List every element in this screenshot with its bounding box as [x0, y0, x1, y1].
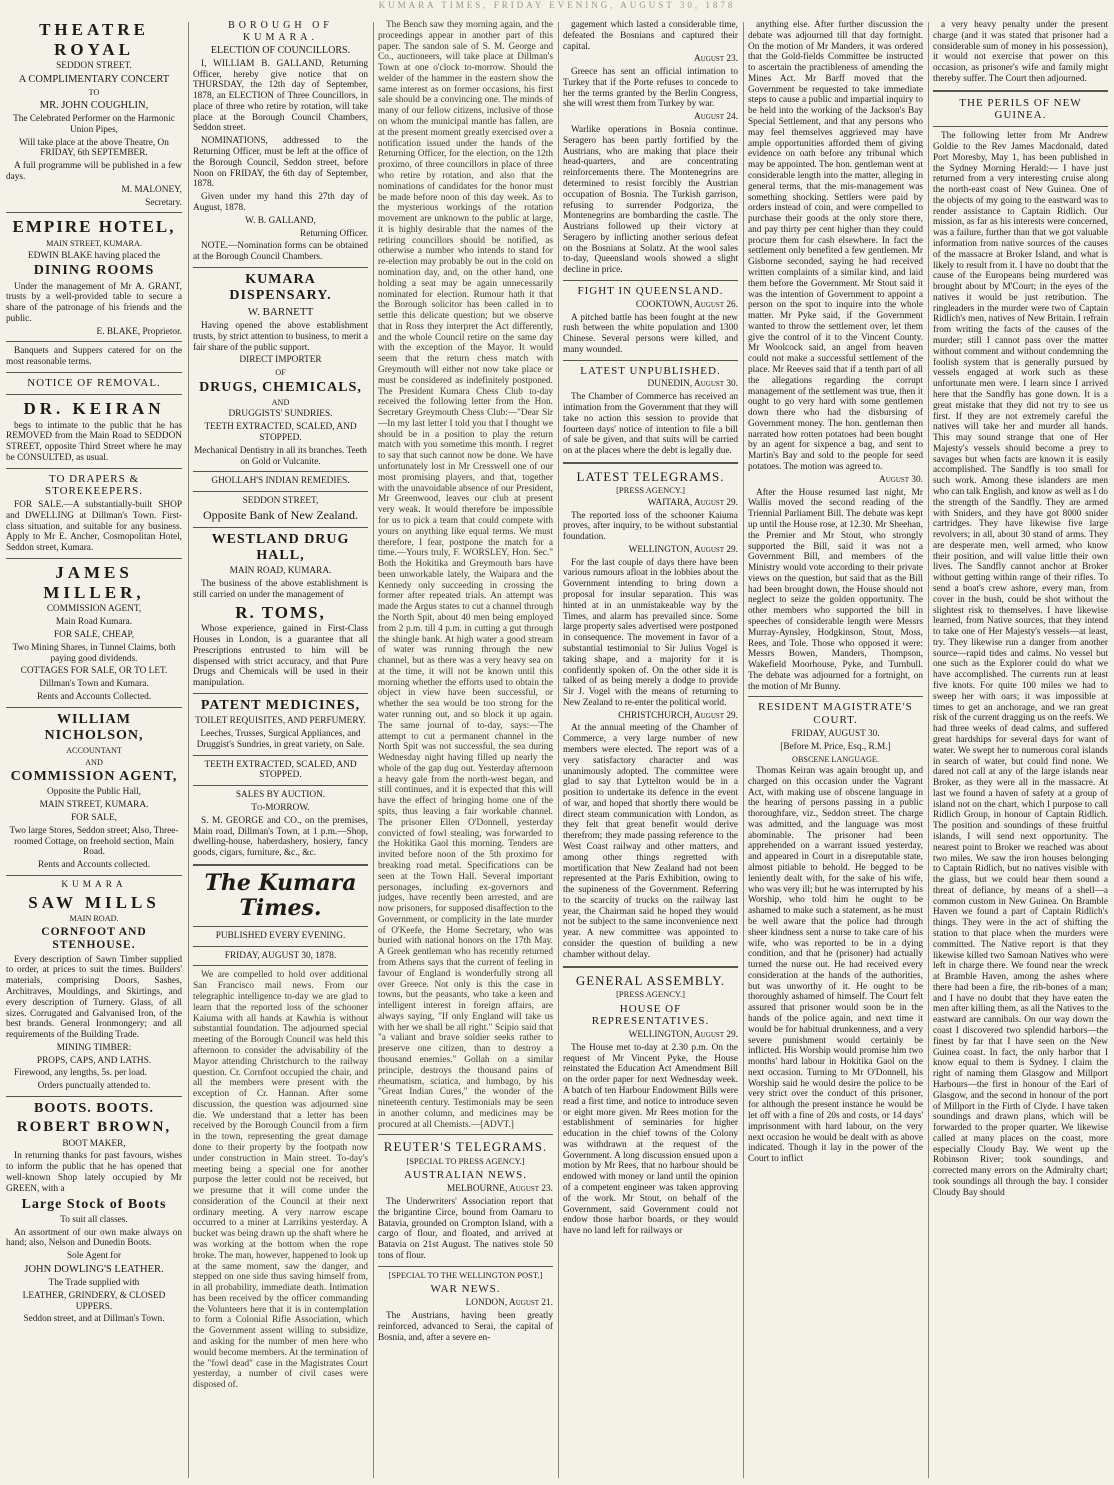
wellington-dateline: WELLINGTON, August 29. [628, 544, 738, 555]
press-agency-label: [PRESS AGENCY.] [616, 484, 685, 495]
toilet-requisites: TOILET REQUISITES, AND PERFUMERY. [195, 716, 366, 727]
druggists-sundries: DRUGGISTS' SUNDRIES. [228, 409, 333, 420]
divider [933, 126, 1108, 127]
nominations: NOMINATIONS, addressed to the Returning Officer, must be left at the office of the Borough Council, Seddon street, before Noon on FRIDAY, the 6th day of September, 1878. [193, 136, 368, 190]
saw-props: PROPS, CAPS, AND LATHS. [36, 1055, 152, 1066]
editorial-body: We are compelled to hold over additional San Francisco mail news. From our telegraphic intelligence to-day we are glad to learn that the reported loss of the schooner Kaiuma with all hands at Kawhia is without substantial foundation. The adjourned special meeting of the Borough Council was held this afternoon to consider the advisability of the Mayor attending Christchurch to the railway question. Cr. Cornfoot occupied the chair, and all the members were present with the exception of Cr. Hannan. After some discussion, the question was adjourned sine die. We understand that a letter has been received by the Borough Council from a firm in the town, representing the great damage done to their property by the footpath now under construction in Main street. To-day's meeting being a special one for another purpose the letter could not be received, but we presume that it will come under the consideration of the Council at their next ordinary meeting. A very narrow escape occurred to a miner at Larrikins yesterday. A bucket was being drawn up the shaft where he was working at the bottom when the rope broke. The man, however, happened to look up at the same moment, saw the danger, and stepped on one side thus saving himself from, in all probability, immediate death. Intimation has been received by the officer commanding the Volunteers here that it is in contemplation to form a Colonial Rifle Association, which the Government assent willing to subsidize, and asking for the number of men here who would become members. At the termination of the "fowl dead" case in the Magistrates Court yesterday, a number of civil cases were disposed of. [193, 970, 368, 1391]
divider [378, 1266, 553, 1267]
patent-medicines: PATENT MEDICINES, [200, 698, 361, 714]
election-title: ELECTION OF COUNCILLORS. [210, 45, 351, 57]
divider [193, 693, 368, 694]
auction-title: SALES BY AUCTION. [235, 790, 326, 801]
empire-address: MAIN STREET, KUMARA. [46, 239, 142, 249]
westland-address: MAIN ROAD, KUMARA. [229, 566, 332, 577]
divider [563, 462, 738, 464]
divider [193, 755, 368, 756]
seddon-street: SEDDON STREET, [242, 496, 319, 507]
nomination-note: NOTE.—Nomination forms can be obtained at the Borough Council Chambers. [193, 241, 368, 263]
divider [193, 926, 368, 927]
london-dateline: LONDON, August 21. [465, 1298, 553, 1309]
dining-rooms: DINING ROOMS [33, 263, 155, 279]
concert-when: Will take place at the above Theatre, On FRIDAY, 6th SEPTEMBER. [19, 137, 169, 159]
divider [933, 90, 1108, 92]
brown-agent: Sole Agent for [66, 1251, 122, 1262]
dispensary-name: W. BARNETT [247, 306, 314, 319]
brown-body: In returning thanks for past favours, wishes to inform the public that he has opened that well-known Shop lately occupied by Mr GREEN, with a [6, 1151, 182, 1194]
waitara-dateline: WAITARA, August 29. [647, 497, 738, 508]
divider [6, 394, 182, 395]
australian-news-title: AUSTRALIAN NEWS. [404, 1169, 527, 1182]
nicholson-rents: Rents and Accounts collected. [37, 860, 151, 871]
rm-before: [Before M. Price, Esq., R.M.] [780, 741, 891, 752]
saw-firm: CORNFOOT AND STENHOUSE. [41, 925, 147, 952]
column-5 [748, 20, 923, 1478]
divider [6, 372, 182, 373]
column-rule [188, 22, 189, 1478]
reuters-title: REUTER'S TELEGRAMS. [383, 1139, 548, 1155]
column-4 [563, 20, 738, 1478]
nicholson-address: MAIN STREET, KUMARA. [39, 800, 149, 811]
divider [563, 360, 738, 361]
dispensary-body: Having opened the above establishment trusts, by strict attention to business, to merit a fair share of the public support. [193, 321, 368, 353]
column-1 [6, 20, 182, 1478]
war-news-body: The Austrians, having been greatly reinforced, advanced to Serai, the capital of Bosnia, and, after a severe en- [378, 1311, 553, 1343]
latest-telegrams-title: LATEST TELEGRAMS. [576, 468, 725, 484]
brown-address: Seddon street, and at Dillman's Town. [23, 1314, 165, 1325]
westland-title: WESTLAND DRUG HALL, [211, 531, 350, 564]
wellington-body: For the last couple of days there have been various rumours afloat in the lobbies about the Government intending to bring down a proposal for insular separation. This was hinted at in an unmistakeable way by the Times, and alarm has prevailed since. Some large property sales advertised were postponed in consequence. The movement in favor of a substantial testimonial to Sir Julius Vogel is taking shape, and a majority for it is confidently spoken of. On the other side it is talked of as being merely a dodge to provide Sir J. Vogel with the means of returning to New Zealand to re-enter the political world. [563, 557, 738, 708]
auction-when: To-MORROW. [251, 802, 310, 813]
divider [6, 875, 182, 876]
nicholson-role-2: COMMISSION AGENT, [10, 769, 178, 785]
divider [193, 491, 368, 492]
concert-title: A COMPLIMENTARY CONCERT [18, 74, 170, 86]
auction-body: S. M. GEORGE and CO., on the premises, Main road, Dillman's Town, at 1 p.m.—Shop, dwelling-house, haberdashery, hosiery, fancy goods, cigars, furniture, &c., &c. [193, 815, 368, 859]
teeth-extracted-2: TEETH EXTRACTED, SCALED, AND STOPPED. [204, 759, 357, 781]
theatre-title: THEATRE ROYAL [39, 20, 149, 59]
concert-name: MR. JOHN COUGHLIN, [39, 99, 149, 111]
saw-body: Every description of Sawn Timber supplied to order, at prices to suit the times. Builders' materials, comprising Doors, Sashes, Architraves, Mouldings, and Skirtings, and every description of Turnery. Glass, of all sizes. Corrugated and Galvanised Iron, of the best brands. General Ironmongery; and all requirements of the Building Trade. [6, 954, 182, 1041]
rm-dateline: FRIDAY, AUGUST 30. [791, 728, 880, 739]
westland-body: The business of the above establishment is still carried on under the management of [193, 579, 368, 600]
divider [378, 1134, 553, 1135]
nicholson-opposite: Opposite the Public Hall, [47, 787, 141, 798]
nicholson-role: ACCOUNTANT [66, 746, 122, 756]
brown-grindery: LEATHER, GRINDERY, & CLOSED UPPERS. [22, 1290, 166, 1312]
boots-title: BOOTS. BOOTS. [34, 1100, 154, 1116]
published-every-evening: PUBLISHED EVERY EVENING. [215, 930, 346, 941]
toms-name: R. TOMS, [235, 602, 326, 622]
importer: DIRECT IMPORTER [239, 355, 322, 366]
triennial-bill-body: After the House resumed last night, Mr Wallis moved the second reading of the Triennial Parliament Bill. The debate was kept up until the House rose, at 12.30. Mr Sheehan, the Premier and Mr Stout, who strongly supported the Bill, said it was not a Government Bill, and members of the Ministry would vote according to their private views on the question, but said that as the Bill had been brought down, the House should not neglect to seize the golden opportunity. The other members who supported the bill in speeches of considerable length were Messrs Murray-Aynsley, Hodgkinson, Stout, Moss, Rees, and Tole. Those who opposed it were: Messrs Bowen, Manders, Thompson, Wakefield Moorhouse, Pyke, and Turnbull. The debate was adjourned for a fortnight, on the motion of Mr Bunny. [748, 487, 923, 692]
perils-title: THE PERILS OF NEW GUINEA. [959, 96, 1082, 122]
mechanical-dentistry: Mechanical Dentistry in all its branches. Teeth on Gold or Vulcanite. [194, 445, 367, 467]
empire-banquets: Banquets and Suppers catered for on the most reasonable terms. [6, 346, 182, 368]
war-news-continued: gagement which lasted a considerable time, defeated the Bosnians and captured their capital. [563, 20, 738, 52]
saw-mills-title: SAW MILLS [28, 892, 160, 912]
christchurch-dateline: CHRISTCHURCH, August 29. [618, 710, 738, 721]
divider [193, 471, 368, 472]
dateline-aug-24: August 24. [694, 112, 738, 123]
miller-sale: FOR SALE, CHEAP, [53, 630, 135, 641]
rm-body: Thomas Keiran was again brought up, and charged on this occasion under the Vagrant Act, with making use of obscene language in the hearing of persons passing in a public thoroughfare, viz., Seddon street. The charge was admitted, and the language was most abominable. The prisoner had been apprehended on a warrant issued yesterday, and appeared in Court in a disreputable state, almost pitiable to behold. He begged to be leniently dealt with, for the sake of his wife, who was very ill; but he was interrupted by his Worship, who told him he ought to be ashamed to make such a statement, as he must be well aware that the police had through sheer kindness sent a nurse to take care of his wife, who was reported to be in a dying condition, and that he (prisoner) had actually turned the nurse out. He had received every consideration at the hands of the authorities, but was unworthy of it. He ought to be thoroughly ashamed of himself. The Court felt assured that prisoner would soon be in the hands of the police again, and next time it would be for habitual drunkenness, and a very severe punishment would certainly be inflicted. His Worship would promise him two months' hard labour in Hokitika Gaol on the next occasion. Turning to Mr O'Donnell, his Worship said he would desire the police to be very strict over the conduct of this prisoner, for although the present instance he would be let off with a fine of 20s and costs, or 14 days' imprisonment with hard labour, on the very next occasion he would be dealt with as above indicated. Though it lay in the power of the Court to inflict [748, 766, 923, 1165]
empire-signature: E. BLAKE, Proprietor. [96, 326, 182, 337]
divider [193, 267, 368, 268]
masthead: KUMARA TIMES, FRIDAY EVENING, AUGUST 30, 1878 [378, 0, 736, 10]
concert-programme: A full programme will be published in a few days. [6, 161, 182, 182]
election-body: I, WILLIAM B. GALLAND, Returning Officer, hereby give notice that on THURSDAY, the 12th day of September, 1878, an ELECTION of Three Councillors, in place of three who retire by rotation, will take place at the Borough Council Chambers, Seddon street. [193, 58, 368, 134]
column-2 [193, 20, 368, 1478]
toms-body: Whose experience, gained in First-Class Houses in London, is a guarantee that all Prescriptions entrusted to him will be dispensed with strict accuracy, and that Pure Drugs and Chemicals will be used in their manipulation. [193, 624, 368, 689]
saw-mining: MINING TIMBER: [56, 1042, 132, 1053]
reuters-special: [SPECIAL TO PRESS AGENCY.] [406, 1155, 525, 1166]
rm-court-title: RESIDENT MAGISTRATE'S COURT. [758, 701, 913, 727]
divider [6, 212, 182, 213]
melbourne-dateline: MELBOURNE, August 23. [447, 1184, 553, 1195]
news-body: The Bench saw they morning again, and the proceedings appear in another part of this paper. The sandon sale of S. M. George and Co., auctioneers, will take place at Dillman's Town at one o'clock to-morrow. Should the welder of the hammer in the eastern show the same interest as on former occasions, his first sale should be a convincing one. The minds of many of our fellow citizens, inclusive of those on whom the municipal mantle has fallen, are at the present moment greatly exercised over a notification issued under the hands of the Returning Officer, for the election, on the 12th proximo, of three councillors in place of three who retire by rotation, and also that the nominations of candidates for the honor must be made before noon of this day week. As to the mysterious workings of the rotation movement are unknown to the public at large, it is highly desirable that the names of the retiring councillors should be notified, as otherwise a number who intends to stand for re-election may probably be out in the cold on nomination day, and, on the other hand, one holding a seat may be again unnecessarily nominated for election. Rumour hath it that the Borough solicitor has been called in to settle this delicate question; but we observe that in Ross they interpret the Act differently, and the whole Council retire on the same day with the exception of the Mayor. It would seem that the return chess match with Greymouth will either not now take place or must be considered as indefinitely postponed. The President Kumara Chess Club to-day received the following letter from the Hon. Secretary Greymouth Chess Club:—"Dear Sir—In my last letter I told you that I thought we should be in a position to play the return match with you sometime this month. I regret to say that such cannot now be done. We have unfortunately lost in Mr Cresswell one of our most promising players, and that, together with the unavoidable absence of our President, Mr Greenwood, leaves our club at present very weak. It would therefore be impossible for us to pick a team that could compete with yours on anything like equal terms. We must therefore, I fear, postpone the match for a time.—Yours truly, F. WORSLEY, Hon. Sec." Both the Hokitika and Greymouth bars have been unworkable lately, the Waipara and the Kennedy only succeeding in crossing the former after repeated trials. An attempt was made the Argus states to cut a channel through the North Spit, about 40 men being employed from 2 p.m. till 4 p.m. in cutting a gut through the shingle bank. At high water a good stream of water was running through the new channel, but as there was a very heavy sea on at the time, it will not be known until this morning whether the efforts used to obtain the object in view have been successful, or whether the sea would be too strong for the water running out, and so block it up again. The same journal of to-day, says:—The attempt to cut a permanent channel in the North Spit was not successful, the sea during Wednesday night having filled up nearly the whole of the gap dug out. Yesterday afternoon a heavy gale from the north-west began, and still continues, and it is expected that this will have the effect of bringing home one of the spits, thus leaving a fair workable channel. The prisoner Ellen O'Donnell, yesterday convicted of fowl stealing, was forwarded to the Hokitika Gaol this morning. Tenders are invited before noon of the 5th proximo for breaking road metal. Specifications can be seen at the Town Hall. Several important personages, including ex-governors and judges, have recently been arrested, and are now prisoners, for supposed disaffection to the Government, or complicity in the late murder of O'Keefe, the Home Secretary, who was buried with national honors on the 17th May. A Greek gentleman who has recently returned from Athens says that the current of feeling in favour of England is wonderfully strong all over Greece. Not only is this the case in towns, but the peasants, who take a keen and intelligent interest in foreign affairs, are always saying, "If only England will take us with her we shall be all right." Scipio said that "a valiant and brave soldier seeks rather to preserve one citizen, than to destroy a thousand enemies." Gollah on a similar principle, destroys the thousand pains of rheumatism, sciatica, and lumbago, by his "Great Indian Cures," the wonder of the nineteenth century. Testimonials may be seen in another column, and medicines may be procured at all Chemists.—[ADVT.] [378, 20, 553, 1130]
divider [193, 946, 368, 947]
concert-desc: The Celebrated Performer on the Harmonic Union Pipes, [13, 114, 175, 135]
fight-queensland-title: FIGHT IN QUEENSLAND. [577, 284, 724, 297]
saw-orders: Orders punctually attended to. [37, 1081, 151, 1092]
column-rule [558, 22, 559, 1478]
brown-title: ROBERT BROWN, [16, 1119, 172, 1136]
miller-claims: Two Mining Shares, in Tunnel Claims, both paying good dividends. [12, 642, 176, 664]
wellington-post-special: [SPECIAL TO THE WELLINGTON POST.] [388, 1269, 543, 1280]
house-title: HOUSE OF REPRESENTATIVES. [591, 1002, 710, 1028]
divider [6, 558, 182, 559]
removal-title: NOTICE OF REMOVAL. [27, 377, 161, 390]
opposite-bank: Opposite Bank of New Zealand. [203, 507, 358, 522]
miller-role: COMMISSION AGENT, [46, 604, 142, 615]
dispensary-title: KUMARA DISPENSARY. [229, 271, 332, 304]
borough-title: BOROUGH OF KUMARA. [228, 20, 333, 43]
nicholson-items: Two large Stores, Seddon street; Also, Three-roomed Cottage, on freehold section, Main Road. [9, 825, 179, 858]
war-news-title: WAR NEWS. [430, 1283, 501, 1296]
brown-role: BOOT MAKER, [62, 1138, 126, 1149]
column-3 [378, 20, 553, 1478]
brown-trade: The Trade supplied with [48, 1278, 140, 1289]
brown-leather: JOHN DOWLING'S LEATHER. [24, 1263, 164, 1275]
rm-obscene-title: OBSCENE LANGUAGE. [792, 754, 879, 764]
importer-of: OF [275, 368, 286, 378]
divider [193, 527, 368, 528]
miller-address: Main Road Kumara. [55, 617, 133, 628]
brown-stock: Large Stock of Boots [21, 1196, 167, 1212]
miller-rents: Rents and Accounts Collected. [36, 691, 152, 702]
theatre-street: SEDDON STREET. [56, 61, 132, 72]
divider [6, 707, 182, 708]
empire-hotel-title: EMPIRE HOTEL, [12, 217, 176, 237]
keiran-body: begs to intimate to the public that he has REMOVED from the Main Road to SEDDON STREET, opposite Third Street where he may be CONSULTED, as usual. [6, 420, 182, 463]
column-rule [743, 22, 744, 1478]
teeth-extracted-1: TEETH EXTRACTED, SCALED, AND STOPPED. [204, 422, 357, 444]
paper-title: The Kumara Times. [204, 869, 357, 922]
divider [6, 341, 182, 342]
dunedin-dateline: DUNEDIN, August 30. [647, 379, 738, 390]
column-rule [928, 22, 929, 1478]
brown-assortment: An assortment of our own make always on hand; also, Nelson and Dunedin Boots. [6, 1227, 182, 1249]
column-6 [933, 20, 1108, 1478]
greece-paragraph: Greece has sent an official intimation to Turkey that if the Porte refuses to concede to her the terms granted by the Berlin Congress, she will wrest them from Turkey by war. [563, 67, 738, 110]
general-assembly-title: GENERAL ASSEMBLY. [575, 972, 726, 988]
miller-where: Dillman's Town and Kumara. [39, 679, 149, 690]
drugs-chemicals: DRUGS, CHEMICALS, [199, 379, 362, 395]
fight-queensland-body: A pitched battle has been fought at the new rush between the white population and 1300 Chinese. Several persons were killed, and many wounded. [563, 312, 738, 355]
divider [193, 965, 368, 966]
column-rule [373, 22, 374, 1478]
concert-signature: M. MALONEY, [121, 184, 182, 195]
divider [748, 696, 923, 697]
saw-kumara: KUMARA [61, 879, 127, 890]
empire-body: Under the management of Mr A. GRANT, trusts by a well-provided table to secure a share of the patronage of his friends and the public. [6, 281, 182, 324]
nicholson-sale: FOR SALE, [71, 813, 117, 824]
drapers-body: FOR SALE.—A substantially-built SHOP and DWELLING at Dillman's Town. First-class situation, and suitable for any business. Apply to Mr E. Ancher, Cosmopolitan Hotel, Seddon street, Kumara. [6, 500, 182, 554]
given: Given under my hand this 27th day of August, 1878. [193, 192, 368, 213]
drugs-and: AND [271, 397, 290, 407]
miller-title: JAMES MILLER, [43, 563, 145, 602]
bosnia-paragraph: Warlike operations in Bosnia continue. Seragero has been partly fortified by the Austrians, who are making that place their head-quarters, and are concentrating reinforcements there. The Montenegrins are determined to resist forcibly the Austrian occupation of Bosnia. The Turkish garrison, refusing to surrender Podgoriza, the Montenegrins are bombarding the castle. The Austrians followed up their victory at Seragero by inflicting another serious defeat on the Bosnians at Solatz. At the wool sales to-day, Queensland wools showed a slight decline in price. [563, 125, 738, 276]
galland-signature: W. B. GALLAND, [245, 215, 316, 226]
house-dateline: WELLINGTON, August 29. [628, 1030, 738, 1041]
latest-unpublished-title: LATEST UNPUBLISHED. [580, 364, 721, 377]
brown-suit: To suit all classes. [60, 1214, 128, 1225]
saw-road: MAIN ROAD. [69, 914, 119, 924]
keiran-title: DR. KEIRAN [23, 398, 165, 418]
concert-to: TO [88, 88, 100, 98]
empire-line: EDWIN BLAKE having placed the [27, 250, 161, 261]
divider [6, 1096, 182, 1097]
assembly-continued: anything else. After further discussion the debate was adjourned till that day fortnight. On the motion of Mr Manders, it was ordered that the Gold-fields Committee be instructed to ascertain the practibleness of amending the Mines Act. Mr Barff moved that the Government be requested to take immediate steps to cause a public and impartial inquiry to be held into the working of the Jackson's Bay Special Settlement, and that any persons who may feel themselves aggrieved may have ample opportunities afforded them of giving evidence on oath before any tribunal which may be appointed. The hon. gentleman went at considerable length into the matter, alleging in general terms, that the mis-management was something shocking. Settlers were paid by orders instead of coin, and were compelled to purchase their goods at the only store there, and pay thirty per cent higher than they could procure them for cash elsewhere. In fact the settlement only benefited a few gentlemen. Mr Gisborne seconded, saying he had received written complaints of a similar kind, and laid them before the Government. Mr Stout said it was the intention of Government to appoint a person on the spot to inquire into the whole matter. Mr Pyke said, if the Government wanted to throw the settlement over, let them give the control of it to the Vincent County. Mr Woolcock said, an angel from heaven could not make a successful settlement of the place. Mr Reeves said that if a tenth part of all the allegations regarding the corrupt management of the settlement was true, then it ought to go very hard with some gentlemen down there who had the disbursing of Government money. The hon. gentleman then narrated how rotten potatoes had been bought by an agent for sixpence a bag, and sent to Martin's Bay and sold to the people for seed potatoes. The motion was agreed to. [748, 20, 923, 473]
saw-firewood: Firewood, any lengths, 5s. per load. [14, 1068, 147, 1079]
assembly-press-label: [PRESS AGENCY.] [616, 988, 685, 999]
house-body: The House met to-day at 2.30 p.m. On the request of Mr Vincent Pyke, the House reinstated the Education Act Amendment Bill on the order paper for next Wednesday week. A batch of ten Harbour Endowment Bills were read a first time, and notice to introduce seven or eight more given. Mr Rees motion for the establishment of seminaries for higher education in the chief towns of the Colony was withdrawn at the request of the Government. A long discussion ensued upon a motion by Mr Rees, that no harbour should be endowed with money or land until the opinion of a competent engineer was taken approving of the work. Mr Stout, on behalf of the Government, said Government could not endow those harbor boards, or they would have no land left for railways or [563, 1042, 738, 1237]
cooktown-dateline: COOKTOWN, August 26. [635, 299, 738, 310]
christchurch-body: At the annual meeting of the Chamber of Commerce, a very large number of new members were elected. The report was of a very satisfactory character and was unanimously adopted. The committee were glad to say that Lyttelton would be in a position to undertake its defence in the event of war, and hoped that shortly there would be direct steam communication with London, as they felt that great benefit would derive therefrom; they made passing reference to the West Coast railway and other matters, and among other things regretted with mortification that New Zealand had not been represented at the Paris Exhibition, owing to the supineness of the Government. Referring to the scarcity of trucks on the railway last year, the Chairman said he hoped they would not be subject to the same inconvenience next year. A new committee was appointed to consider the question of building a new chamber without delay. [563, 723, 738, 960]
dateline-aug-23: August 23. [694, 54, 738, 65]
divider [193, 864, 368, 866]
miller-cottages: COTTAGES FOR SALE, OR TO LET. [20, 666, 168, 677]
rm-continued: a very heavy penalty under the present charge (and it was stated that prisoner had a considerable sum of money in his possession), it would not exercise that power on this occasion, as prisoner's wife and family might thereby suffer. The Court then adjourned. [933, 20, 1108, 84]
divider [193, 785, 368, 786]
dunedin-body: The Chamber of Commerce has received an intimation from the Government that they will take no action this session to provide that fourteen days' notice of intention to file a bill of sale be given, and that suits will be carried on at the places where the debt is legally due. [563, 392, 738, 457]
nicholson-title: WILLIAM NICHOLSON, [44, 711, 144, 743]
leeches: Leeches, Trusses, Surgical Appliances, and Druggist's Sundries, in great variety, on Sale. [196, 729, 365, 750]
nicholson-and: AND [85, 757, 103, 767]
waitara-body: The reported loss of the schooner Kaiuma proves, after inquiry, to be without substantial foundation. [563, 510, 738, 543]
perils-body: The following letter from Mr Andrew Goldie to the Rev James Macdonald, dated Port Moresby, May 1, has been published in the Sydney Morning Herald:— I have just returned from a very interesting cruise along the north-east coast of New Guinea. One of the objects of my going to the eastward was to render assistance to Captain Ridlich. Our mission, as far as his interests were concerned, was a failure, further than that we got valuable information from native sources of the causes of the massacre at Broker Island, and what is likely to result from it. I have no doubt that the cause of the Europeans being murdered was brought about by M'Court; in the eyes of the natives it would be just retribution. The ringleaders in the murder were two of Captain Ridlich's men, natives of New Britain. I refrain from writing the facts of the causes of the murder; still I cannot pass over the matter without comment and without condemning the foolish system that is generally pursued by vessels engaged at work such as these unfortunate men were. I learn since I arrived here that the Sandfly has gone down. It is a great mistake that they did not try to see us first. If they are not extremely careful the natives will take her and murder all hands. This may sound strange that one of Her Majesty's vessels should become a prey to savages but when facts are known it is easily accomplished. The Sandfly is too small for such work. Among these islanders are men who can talk English, and know as well as I do the strength of the Sandfly. They are armed with Sniders, and they have got 8000 snider cartridges. They have likewise five large revolvers; in all, about 30 stand of arms. They are desperate men, well armed, who know their position, and will value little their own lives. The Sandfly cannot anchor at Broker without getting within range of their rifles. To send a boat's crew ashore, every man, from cover in the bush, could be shot without the slightest risk to themselves. I have likewise learned, from Native sources, that they intend to take one of Her Majesty's vessels—at least, try. They likewise run a danger from another source—rapid tides and calms. No vessel but one such as the Explorer could do what we have accomplished. The currents run at least five knots. For quite 100 miles we had to sweep her with oars; it was impossible at times to get an anchorage, and we ran great risk of the current dragging us on the reefs. We had three weeks of dead calms, and suffered great hardships for several days for want of water. We swept her to numerous coral islands in search of water, but could find none. We dared not call at any of the large islands near Broker, as they were all in the massacre. At last we found a haven of safety at a group of island not on the chart, which I purpose to call Ridlich Group, in honour of Captain Ridlich. The position and soundings of these fruitful islands, I will send next opportunity. The nearest point to Broker we reached was about two miles. We saw the iron houses belonging to Captain Ridlich, but no natives visible with the glass, but we could hear them sound a threat of defiance, by means of a shell—a common custom in New Guinea. On Bramble Haven we found a part of Captain Ridlich's things. They were in the act of shifting the station to that place when the murders were committed. The Native report is that they likewise killed two Samoan Natives who were left in charge there. We found near the wreck at Bramble Haven, among the ashes where there had been a fire, the rib-bones of a man; and I have no doubt that they have eaten the men after killing them, as all the Natives to the eastward are cannibals. On our way down the coast I discovered two splendid harbors—the finest by far that I have seen on the New Guinea coast. In fact, the only harbor that I know equal to them is Sydney. I claim the right of naming them Glasgow and Millport Harbours—the first in honour of the Earl of Glasgow, and the second in honour of the port of Millport in the Firth of Clyde. I have taken soundings and drawn plans, which will be forwarded to the proper quarter. We likewise called at many places on the coast, more especially Cloudy Bay. We went up the Robinson River; took soundings, and corrected many errors on the Admiralty chart; took soundings all through the bay. I consider Cloudy Bay should [933, 131, 1108, 1198]
divider [563, 966, 738, 968]
divider [563, 280, 738, 281]
australian-news-body: The Underwriters' Association report that the brigantine Circe, bound from Oamaru to Batavia, grounded on Crompton Island, with a cargo of flour, and floated, and arrived at Batavia on 21st August. The natives stole 50 tons of flour. [378, 1196, 553, 1261]
dateline-aug-30: August 30. [879, 474, 923, 485]
ghollah: GHOLLAH'S INDIAN REMEDIES. [211, 476, 350, 487]
galland-role: Returning Officer. [300, 228, 368, 239]
concert-role: Secretary. [145, 197, 182, 208]
drapers-title: TO DRAPERS & STOREKEEPERS. [44, 472, 144, 498]
divider [6, 468, 182, 469]
paper-date: FRIDAY, AUGUST 30, 1878. [224, 950, 337, 961]
